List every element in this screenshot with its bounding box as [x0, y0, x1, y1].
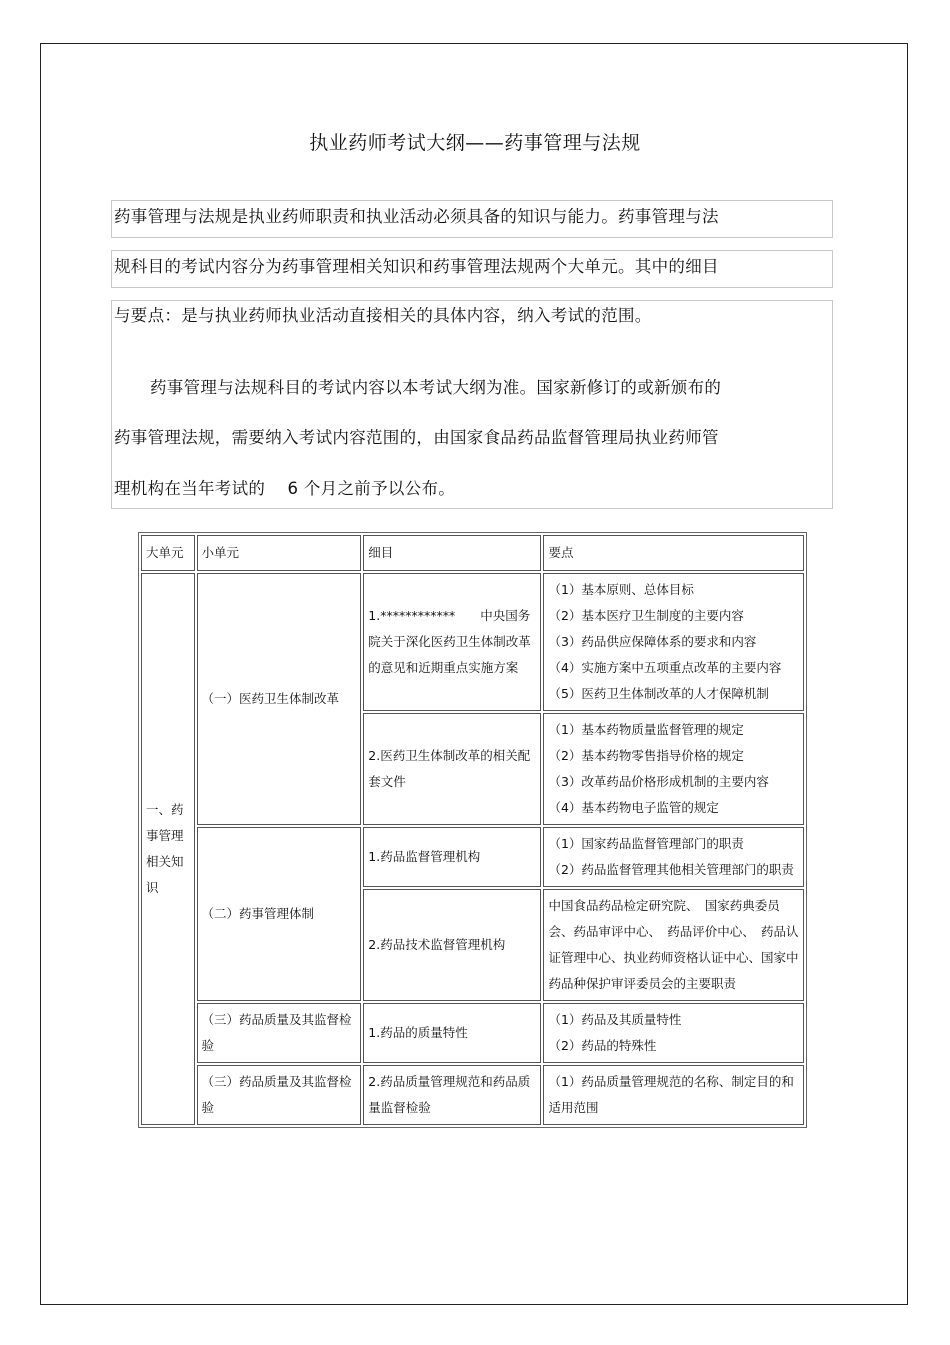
- item-cell: 2.药品技术监督管理机构: [363, 889, 541, 1001]
- point-text: （1）药品及其质量特性: [548, 1012, 682, 1027]
- header-cell: 大单元: [141, 535, 195, 571]
- item-cell: 2.药品质量管理规范和药品质量监督检验: [363, 1065, 541, 1125]
- item-cell: 1.************ 中央国务院关于深化医药卫生体制改革的意见和近期重点实施方案: [363, 573, 541, 711]
- points-cell: [543, 1065, 804, 1125]
- header-cell: 要点: [543, 535, 804, 571]
- point-text: （4）实施方案中五项重点改革的主要内容: [548, 660, 782, 675]
- sub-unit-cell: （二）药事管理体制: [197, 827, 362, 1001]
- header-cell: 细目: [363, 535, 541, 571]
- point-text: （4）基本药物电子监管的规定: [548, 800, 719, 815]
- point-text: （2）药品监督管理其他相关管理部门的职责: [548, 862, 794, 877]
- sub-unit-cell: （三）药品质量及其监督检验: [197, 1065, 362, 1125]
- paragraph-line: 理机构在当年考试的 6 个月之前予以公布。: [114, 479, 456, 498]
- point-text: （3）药品供应保障体系的要求和内容: [548, 634, 757, 649]
- point-text: （1）基本药物质量监督管理的规定: [548, 722, 744, 737]
- paragraph-line: 药事管理与法规科目的考试内容以本考试大纲为准。国家新修订的或新颁布的: [150, 378, 722, 397]
- item-cell: 2.医药卫生体制改革的相关配套文件: [363, 713, 541, 825]
- page-title: 执业药师考试大纲——药事管理与法规: [309, 132, 641, 154]
- item-cell: 1.药品的质量特性: [363, 1003, 541, 1063]
- point-text: （2）基本药物零售指导价格的规定: [548, 748, 744, 763]
- table-row: [141, 1003, 804, 1063]
- point-text: （3）改革药品价格形成机制的主要内容: [548, 774, 769, 789]
- table-row: [141, 573, 804, 711]
- points-cell: [543, 1003, 804, 1063]
- table-header-row: [141, 535, 804, 571]
- big-unit-cell: 一、药事管理相关知识: [141, 573, 195, 1125]
- point-text: （1）基本原则、总体目标: [548, 582, 694, 597]
- point-text: 中国食品药品检定研究院、 国家药典委员会、药品审评中心、 药品评价中心、 药品认证管理中心、执业药师资格认证中心、国家中药品种保护审评委员会的主要职责: [548, 898, 799, 991]
- table-row: [141, 827, 804, 887]
- intro-line: 规科目的考试内容分为药事管理相关知识和药事管理法规两个大单元。其中的细目: [114, 257, 719, 276]
- intro-line: 与要点：是与执业药师执业活动直接相关的具体内容，纳入考试的范围。: [114, 306, 652, 325]
- point-text: （1）药品质量管理规范的名称、制定目的和适用范围: [548, 1074, 794, 1115]
- sub-unit-cell: （一）医药卫生体制改革: [197, 573, 362, 825]
- points-cell: [543, 573, 804, 711]
- intro-line: 药事管理与法规是执业药师职责和执业活动必须具备的知识与能力。药事管理与法: [114, 207, 719, 226]
- points-cell: [543, 713, 804, 825]
- points-cell: [543, 827, 804, 887]
- points-cell: [543, 889, 804, 1001]
- paragraph-line: 药事管理法规，需要纳入考试内容范围的，由国家食品药品监督管理局执业药师管: [114, 428, 719, 447]
- outline-table: [138, 532, 807, 1128]
- table-row: [141, 1065, 804, 1125]
- sub-unit-cell: （三）药品质量及其监督检验: [197, 1003, 362, 1063]
- item-cell: 1.药品监督管理机构: [363, 827, 541, 887]
- point-text: （2）基本医疗卫生制度的主要内容: [548, 608, 744, 623]
- point-text: （1）国家药品监督管理部门的职责: [548, 836, 744, 851]
- point-text: （2）药品的特殊性: [548, 1038, 657, 1053]
- header-cell: 小单元: [197, 535, 362, 571]
- point-text: （5）医药卫生体制改革的人才保障机制: [548, 686, 769, 701]
